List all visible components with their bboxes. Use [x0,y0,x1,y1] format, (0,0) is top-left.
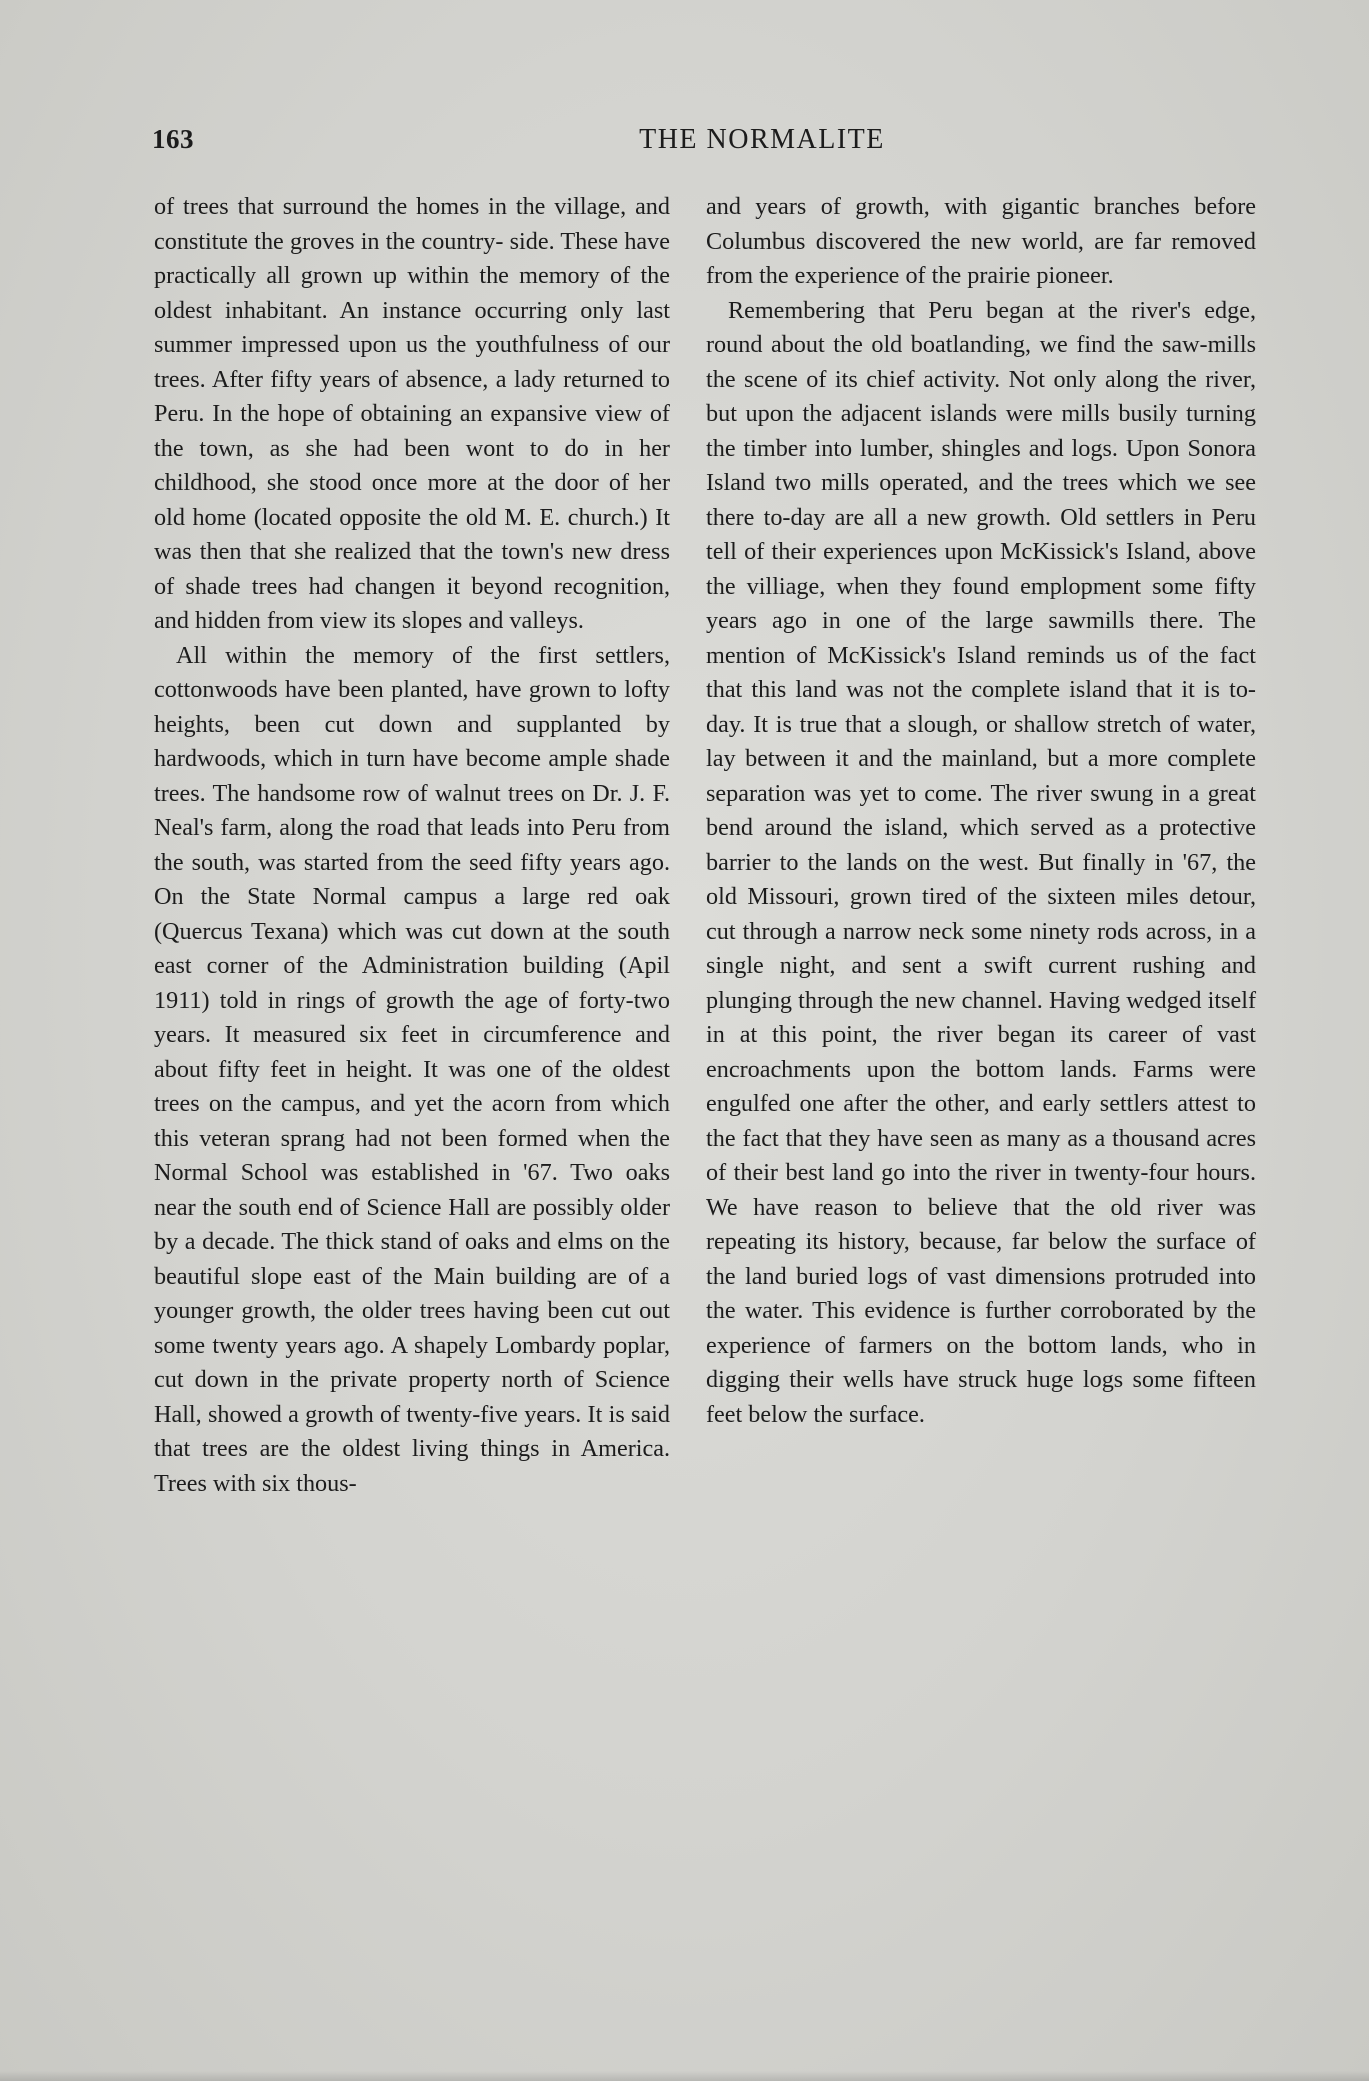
left-paragraph-1: of trees that surround the homes in the village, and constitute the groves in the country- side. These have practically all grown up within the memory of the oldest inhabitant. An instance occurring only last summer impressed upon us the youthfulness of our trees. After fifty years of absence, a lady returned to Peru. In the hope of obtaining an expansive view of the town, as she had been wont to do in her childhood, she stood once more at the door of her old home (located opposite the old M. E. church.) It was then that she realized that the town's new dress of shade trees had changen it beyond recognition, and hidden from view its slopes and valleys. [154,193,670,634]
right-paragraph-1: and years of growth, with gigantic branches before Columbus discovered the new world, are far removed from the experience of the prairie pioneer. [706,193,1256,289]
running-title: THE NORMALITE [639,124,885,155]
page-header [152,124,1262,164]
left-column [154,190,670,1501]
page-number: 163 [152,124,194,154]
right-paragraph-2: Remembering that Peru began at the river's edge, round about the old boatlanding, we find the saw-mills the scene of its chief activity. Not only along the river, but upon the adjacent islands were mills busily turning the timber into lumber, shingles and logs. Upon Sonora Island two mills operated, and the trees which we see there to-day are all a new growth. Old settlers in Peru tell of their experiences upon McKissick's Island, above the villiage, when they found emplopment some fifty years ago in one of the large sawmills there. The mention of McKissick's Island reminds us of the fact that this land was not the complete island that it is to-day. It is true that a slough, or shallow stretch of water, lay between it and the mainland, but a more complete separation was yet to come. The river swung in a great bend around the island, which served as a protective barrier to the lands on the west. But finally in '67, the old Missouri, grown tired of the sixteen miles detour, cut through a narrow neck some ninety rods across, in a single night, and sent a swift current rushing and plunging through the new channel. Having wedged itself in at this point, the river began its career of vast encroachments upon the bottom lands. Farms were engulfed one after the other, and early settlers attest to the fact that they have seen as many as a thousand acres of their best land go into the river in twenty-four hours. We have reason to believe that the old river was repeating its history, because, far below the surface of the land buried logs of vast dimensions protruded into the water. This evidence is further corroborated by the experience of farmers on the bottom lands, who in digging their wells have struck huge logs some fifteen feet below the surface. [706,296,1256,1428]
scan-edge-shadow [0,2071,1369,2081]
left-paragraph-2: All within the memory of the first settlers, cottonwoods have been planted, have grown to lofty heights, been cut down and supplanted by hardwoods, which in turn have become ample shade trees. The handsome row of walnut trees on Dr. J. F. Neal's farm, along the road that leads into Peru from the south, was started from the seed fifty years ago. On the State Normal campus a large red oak (Quercus Texana) which was cut down at the south east corner of the Administration building (Apil 1911) told in rings of growth the age of forty-two years. It measured six feet in circumference and about fifty feet in height. It was one of the oldest trees on the campus, and yet the acorn from which this veteran sprang had not been formed when the Normal School was established in '67. Two oaks near the south end of Science Hall are possibly older by a decade. The thick stand of oaks and elms on the beautiful slope east of the Main building are of a younger growth, the older trees having been cut out some twenty years ago. A shapely Lombardy poplar, cut down in the private property north of Science Hall, showed a growth of twenty-five years. It is said that trees are the oldest living things in America. Trees with six thous- [154,641,670,1497]
right-column [706,190,1256,1432]
